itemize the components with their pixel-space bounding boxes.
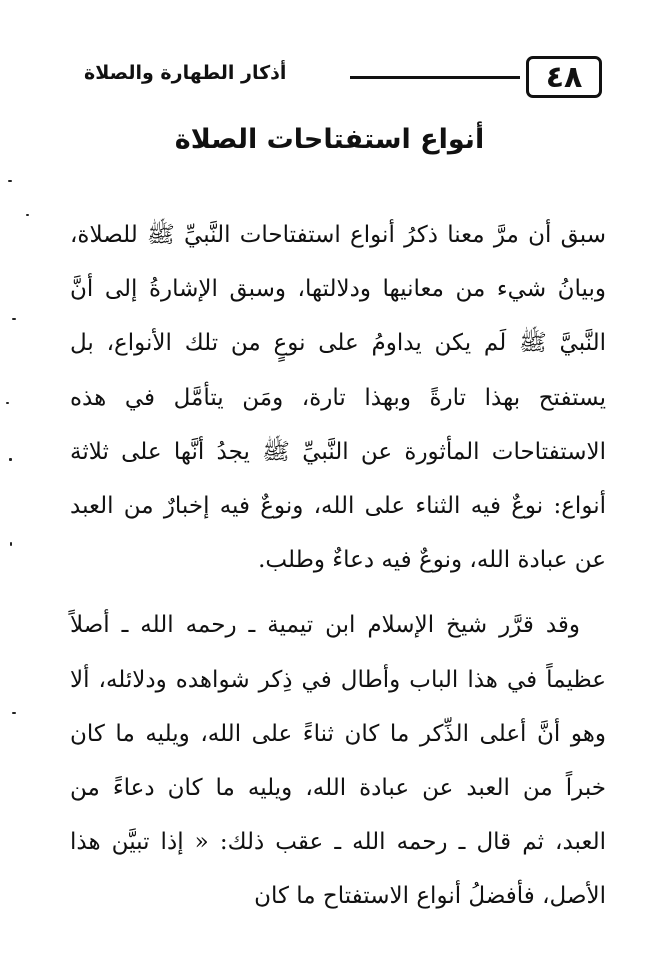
scan-speck xyxy=(26,214,29,216)
paragraph-2: وقد قرَّر شيخ الإسلام ابن تيمية ـ رحمه الله ـ أصلاً عظيماً في هذا الباب وأطال في ذِكر شواهده ودلائله، ألا وهو أنَّ أعلى الذِّكر ما كان ثناءً على الله، ويليه ما كان خبراً من العبد عن عبادة الله، ويليه ما كان دعاءً من العبد، ثم قال ـ رحمه الله ـ عقب ذلك: « إذا تبيَّن هذا الأصل، فأفضلُ أنواع الاستفتاح ما كان xyxy=(70,612,606,910)
page-number: ٤٨ xyxy=(526,56,602,98)
paragraph-1: سبق أن مرَّ معنا ذكرُ أنواع استفتاحات النَّبيِّ ﷺ للصلاة، وبيانُ شيء من معانيها ودلالتها، وسبق الإشارةُ إلى أنَّ النَّبيَّ ﷺ لَم يكن يداومُ على نوعٍ من تلك الأنواع، بل يستفتح بهذا تارةً وبهذا تارة، ومَن يتأمَّل في هذه الاستفتاحات المأثورة عن النَّبيِّ ﷺ يجدُ أنَّها على ثلاثة أنواع: نوعٌ فيه الثناء على الله، ونوعٌ فيه إخبارٌ من العبد عن عبادة الله، ونوعٌ فيه دعاءٌ وطلب. xyxy=(70,222,606,574)
scan-speck xyxy=(6,402,9,404)
running-title: أذكار الطهارة والصلاة xyxy=(84,62,287,84)
scan-speck xyxy=(9,458,12,461)
header-rule xyxy=(350,76,520,79)
page-header xyxy=(70,56,610,104)
scan-speck xyxy=(12,318,16,320)
scan-speck xyxy=(10,542,12,546)
scan-speck xyxy=(8,180,12,182)
body-text xyxy=(70,208,606,924)
scan-speck xyxy=(12,712,16,714)
section-title: أنواع استفتاحات الصلاة xyxy=(174,124,485,155)
